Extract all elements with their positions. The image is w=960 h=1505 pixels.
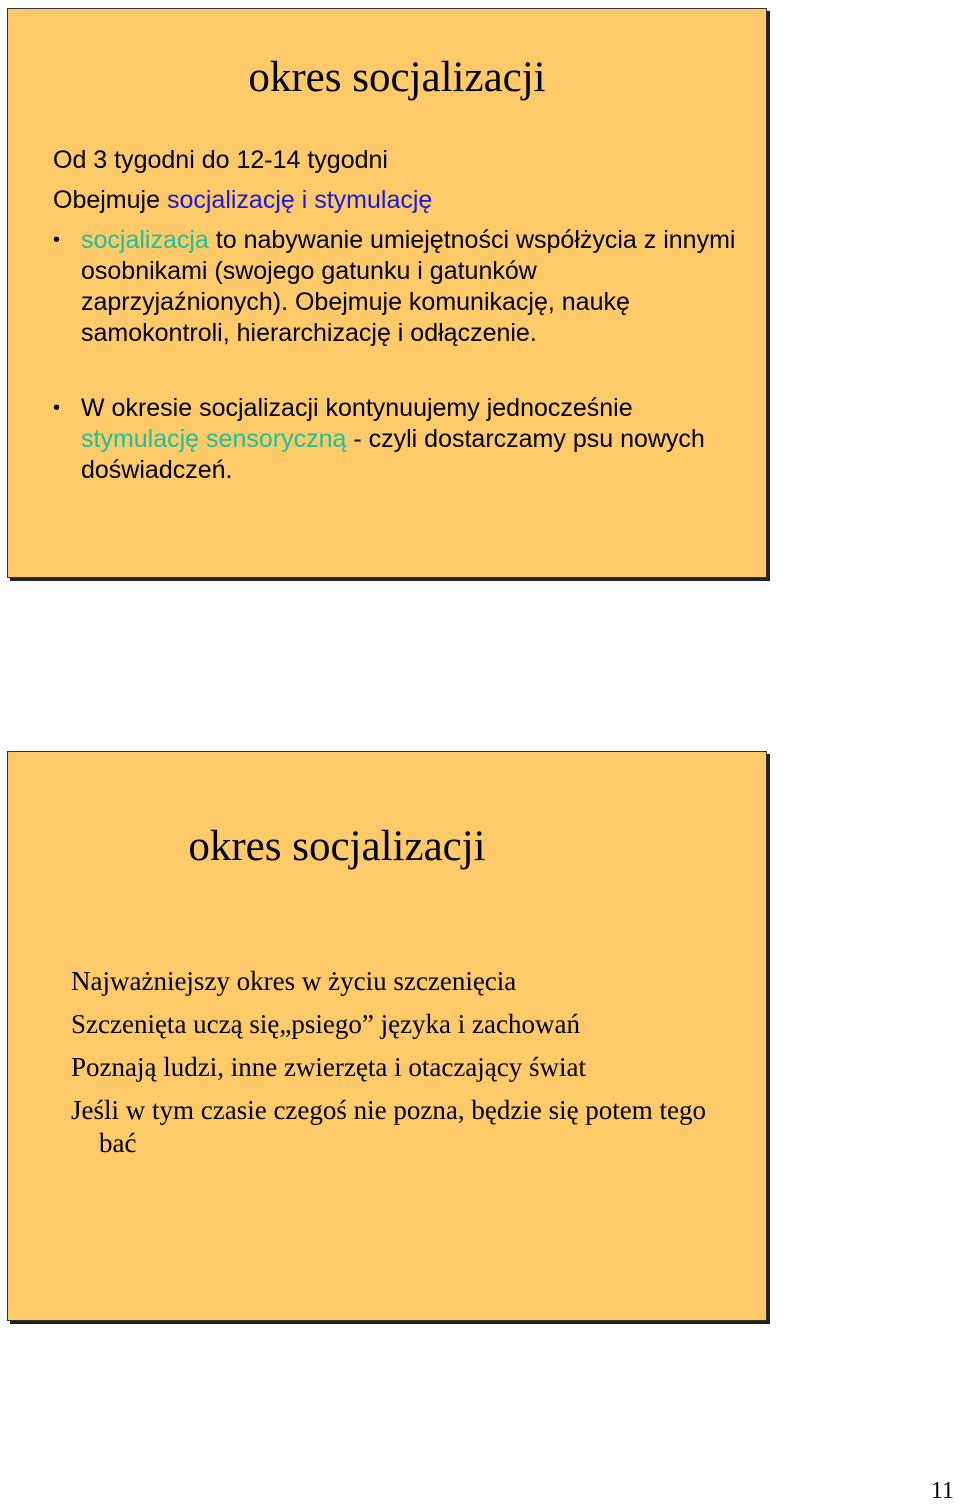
slide-2	[7, 751, 767, 1321]
socialization-definition: to nabywanie umiejętności współżycia z innymi osobnikami (swojego gatunku i gatunków zaprzyjaźnionych). Obejmuje komunikację, naukę samokontroli, hierarchizację i odłączenie.	[81, 226, 736, 347]
stimulation-prefix: W okresie socjalizacji kontynuujemy jednocześnie	[81, 394, 633, 422]
socialization-term: socjalizacja	[81, 226, 209, 254]
list-item: Szczenięta uczą się„psiego” języka i zachowań	[71, 1009, 580, 1039]
slide-1	[7, 8, 767, 578]
bullet-icon: •	[53, 397, 61, 419]
slide-1-bullet-socialization	[53, 225, 743, 349]
page-number: 11	[930, 1478, 954, 1504]
slide-2-list	[71, 965, 731, 1170]
list-item: Jeśli w tym czasie czegoś nie pozna, będzie się potem tego bać	[71, 1095, 707, 1158]
scope-prefix: Obejmuje	[53, 186, 167, 214]
stimulation-highlight: stymulację sensoryczną	[81, 425, 347, 453]
stimulation-suffix: - czyli dostarczamy psu nowych doświadczeń.	[81, 425, 705, 484]
list-item: Poznają ludzi, inne zwierzęta i otaczający świat	[71, 1052, 587, 1082]
slide-2-title: okres socjalizacji	[188, 823, 486, 870]
slide-1-line-period: Od 3 tygodni do 12-14 tygodni	[53, 146, 388, 174]
scope-highlight: socjalizację i stymulację	[166, 186, 433, 214]
slide-1-line-scope	[53, 185, 432, 216]
slide-1-title: okres socjalizacji	[248, 54, 546, 101]
bullet-icon: •	[53, 229, 61, 251]
slide-1-bullet-stimulation	[53, 393, 743, 486]
list-item: Najważniejszy okres w życiu szczenięcia	[71, 966, 517, 996]
